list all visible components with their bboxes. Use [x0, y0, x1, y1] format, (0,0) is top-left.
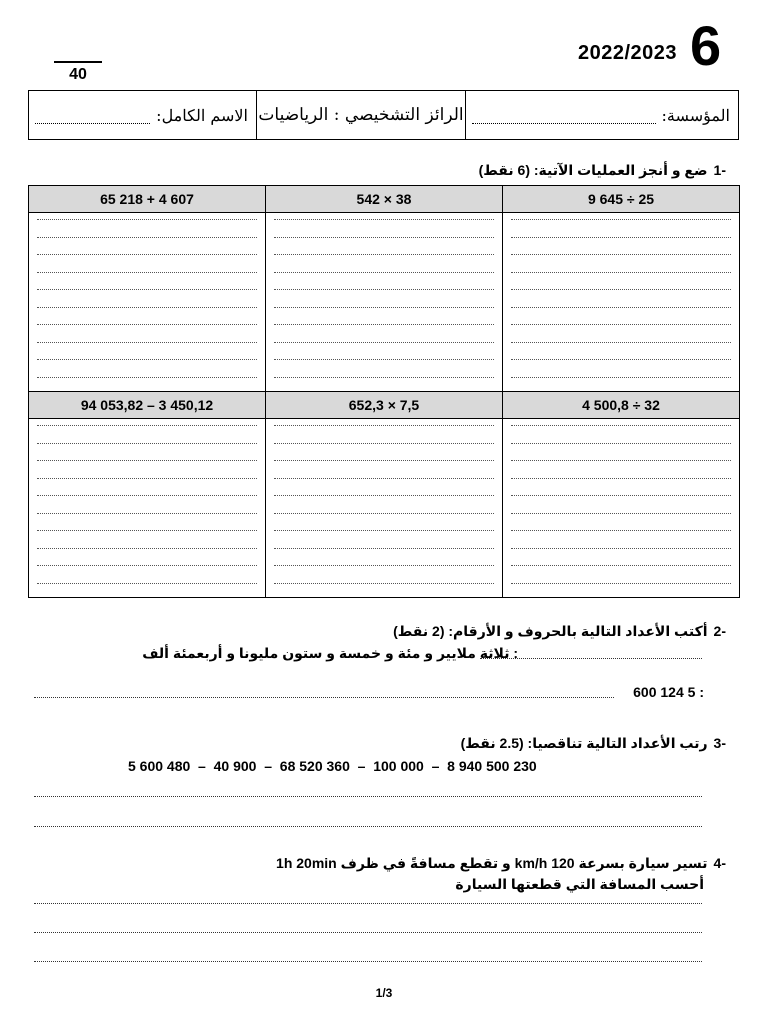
institution-cell[interactable] — [466, 91, 738, 139]
grade-number: 6 — [690, 14, 722, 77]
q4-number: -4 — [713, 855, 726, 871]
test-title: الرائز التشخيصي : الرياضيات — [258, 105, 464, 125]
q1-number: -1 — [713, 162, 726, 178]
q3-sequence: 5 600 480 – 40 900 – 68 520 360 – 100 000 – 8 940 500 230 — [128, 758, 537, 774]
q2-text: أكتب الأعداد التالية بالحروف و الأرقام: (2 نقط) — [393, 623, 708, 639]
school-year: 2022/2023 — [578, 42, 678, 64]
answer-area[interactable] — [29, 213, 266, 392]
score-total: 40 — [69, 66, 87, 83]
q2-answer-line-2[interactable] — [34, 697, 614, 698]
page-number: 1/3 — [375, 986, 393, 1000]
q3-text: رتب الأعداد التالية تناقصيا: (2.5 نقط) — [460, 735, 708, 751]
fullname-field[interactable] — [35, 107, 150, 124]
operation-header: 652,3 × 7,5 — [266, 392, 503, 419]
operations-table — [28, 185, 740, 598]
operation-header: 65 218 + 4 607 — [29, 186, 266, 213]
operation-header: 542 × 38 — [266, 186, 503, 213]
institution-label: المؤسسة: — [661, 105, 730, 125]
institution-field[interactable] — [472, 107, 656, 124]
q4-answer-line-1[interactable] — [34, 903, 702, 904]
q2-answer-line-1[interactable] — [480, 658, 702, 659]
q2-words-item: : ثلاثة ملايير و مئة و خمسة و ستون مليونا و أربعمئة ألف — [142, 645, 518, 661]
answer-area[interactable] — [503, 213, 740, 392]
answer-area[interactable] — [503, 419, 740, 598]
fullname-cell[interactable] — [29, 91, 256, 139]
q3-heading — [461, 735, 726, 752]
answer-area[interactable] — [266, 213, 503, 392]
q1-text: ضع و أنجز العمليات الآتية: (6 نقط) — [478, 162, 708, 178]
q4-line2: أحسب المسافة التي قطعتها السيارة — [455, 876, 704, 892]
header-info-box — [28, 90, 739, 140]
answer-area[interactable] — [29, 419, 266, 598]
q1-heading — [479, 162, 726, 179]
fullname-label: الاسم الكامل: — [156, 105, 248, 125]
q3-answer-line-2[interactable] — [34, 826, 702, 827]
score-divider — [54, 61, 102, 63]
answer-area[interactable] — [266, 419, 503, 598]
q2-heading — [393, 623, 726, 640]
operation-header: 94 053,82 – 3 450,12 — [29, 392, 266, 419]
q3-answer-line-1[interactable] — [34, 796, 702, 797]
q3-number: -3 — [713, 735, 726, 751]
operation-header: 4 500,8 ÷ 32 — [503, 392, 740, 419]
q4-line1: تسير سيارة بسرعة 120 km/h و تقطع مسافةً في ظرف 1h 20min — [276, 855, 708, 871]
q2-number: -2 — [713, 623, 726, 639]
operation-header: 9 645 ÷ 25 — [503, 186, 740, 213]
q4-answer-line-3[interactable] — [34, 961, 702, 962]
q4-heading — [276, 855, 726, 872]
q2-number-item: : 5 124 600 — [633, 684, 704, 700]
test-title-cell — [256, 91, 466, 139]
q4-answer-line-2[interactable] — [34, 932, 702, 933]
